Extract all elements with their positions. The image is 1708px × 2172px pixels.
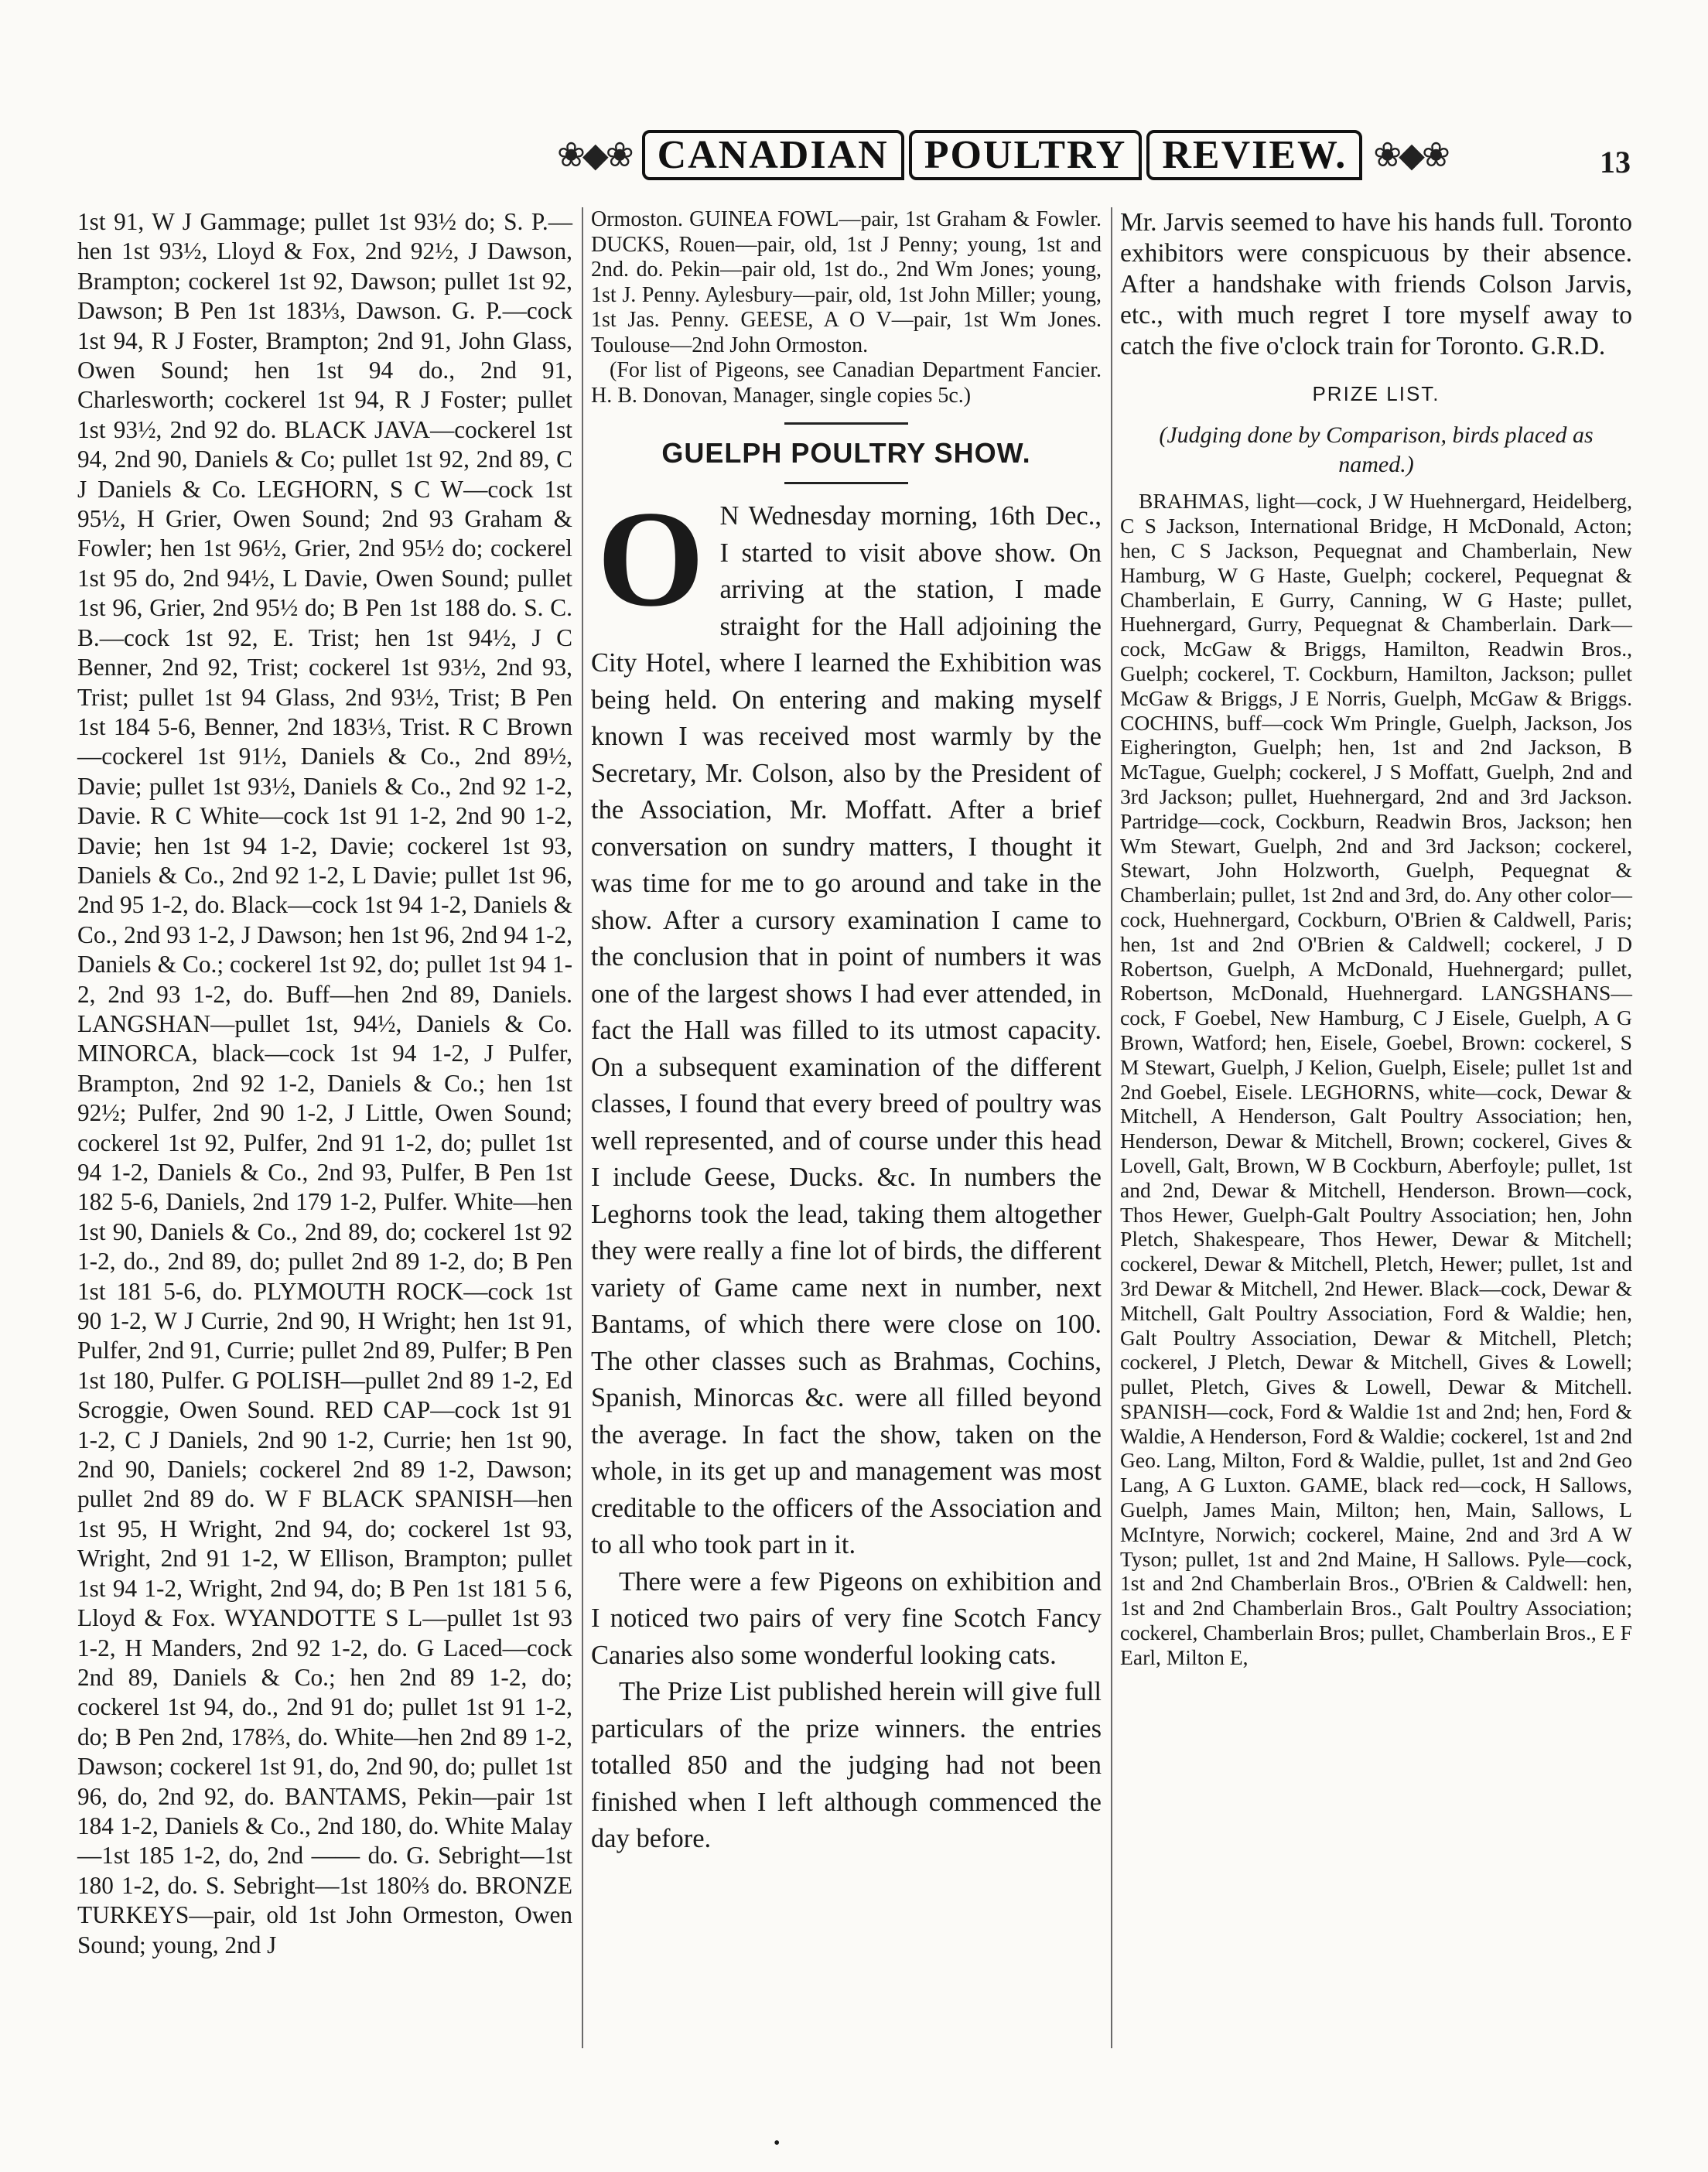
article-body <box>591 482 1102 1858</box>
left-ornament-icon: ❀◆❀ <box>557 135 631 174</box>
article-heading: GUELPH POULTRY SHOW. <box>661 437 1031 469</box>
prize-list-title: PRIZE LIST. <box>1312 382 1440 405</box>
column-divider-1 <box>582 207 583 2048</box>
article-conclusion: Mr. Jarvis seemed to have his hands full. Toronto exhibitors were conspicuous by their absence. After a handshake with friends Colson Jarvis, etc., with much regret I tore myself away to catch the five o'clock train for Toronto. G.R.D. <box>1120 208 1632 360</box>
masthead-banner <box>557 130 1447 180</box>
article-paragraph-3: The Prize List published herein will give full particulars of the prize winners. the entries totalled 850 and the judging had not been finished when I left although commenced the day before. <box>591 1677 1102 1854</box>
right-ornament-icon: ❀◆❀ <box>1373 135 1447 174</box>
footer-mark: • <box>774 2133 781 2153</box>
prize-list-continued: 1st 91, W J Gammage; pullet 1st 93½ do; S. P.—hen 1st 93½, Lloyd & Fox, 2nd 92½, J Dawson, Brampton; cockerel 1st 92, Dawson; pullet 1st 92, Dawson; B Pen 1st 183⅓, Dawson. G. P.—cock 1st 94, R J Foster, Brampton; 2nd 91, John Glass, Owen Sound; hen 1st 94 do., 2nd 91, Charlesworth; cockerel 1st 94, R J Foster; pullet 1st 93½, 2nd 92 do. BLACK JAVA—cockerel 1st 94, 2nd 90, Daniels & Co; pullet 1st 92, 2nd 89, C J Daniels & Co. LEGHORN, S C W—cock 1st 95½, H Grier, Owen Sound; 2nd 93 Graham & Fowler; hen 1st 96½, Grier, 2nd 95½ do; cockerel 1st 95 do, 2nd 94½, L Davie, Owen Sound; pullet 1st 96, Grier, 2nd 95½ do; B Pen 1st 188 do. S. C. B.—cock 1st 92, E. Trist; hen 1st 94½, J C Benner, 2nd 92, Trist; cockerel 1st 93½, 2nd 93, Trist; pullet 1st 94 Glass, 2nd 93½, Trist; B Pen 1st 184 5-6, Benner, 2nd 183⅓, Trist. R C Brown—cockerel 1st 91½, Daniels & Co., 2nd 89½, Davie; pullet 1st 93½, Daniels & Co., 2nd 92 1-2, Davie. R C White—cock 1st 91 1-2, 2nd 90 1-2, Davie; hen 1st 94 1-2, Davie; cockerel 1st 93, Daniels & Co., 2nd 92 1-2, L Davie; pullet 1st 96, 2nd 95 1-2, do. Black—cock 1st 94 1-2, Daniels & Co., 2nd 93 1-2, J Dawson; hen 1st 96, 2nd 94 1-2, Daniels & Co.; cockerel 1st 92, do; pullet 1st 94 1-2, 2nd 93 1-2, do. Buff—hen 2nd 89, Daniels. LANGSHAN—pullet 1st, 94½, Daniels & Co. MINORCA, black—cock 1st 94 1-2, J Pulfer, Brampton, 2nd 92 1-2, Daniels & Co.; hen 1st 92½; Pulfer, 2nd 90 1-2, J Little, Owen Sound; cockerel 1st 92, Pulfer, 2nd 91 1-2, do; pullet 1st 94 1-2, Daniels & Co., 2nd 93, Pulfer, B Pen 1st 182 5-6, Daniels, 2nd 179 1-2, Pulfer. White—hen 1st 90, Daniels & Co., 2nd 89, do; cockerel 1st 92 1-2, do., 2nd 89, do; pullet 2nd 89 1-2, do; B Pen 1st 181 5-6, do. PLYMOUTH ROCK—cock 1st 90 1-2, W J Currie, 2nd 90, H Wright; hen 1st 91, Pulfer, 2nd 91, Currie; pullet 2nd 89, Pulfer; B Pen 1st 180, Pulfer. G POLISH—pullet 2nd 89 1-2, Ed Scroggie, Owen Sound. RED CAP—cock 1st 91 1-2, C J Daniels, 2nd 90 1-2, Currie; hen 1st 90, 2nd 90, Daniels; cockerel 2nd 89 1-2, Dawson; pullet 2nd 89 do. W F BLACK SPANISH—hen 1st 95, H Wright, 2nd 94, do; cockerel 1st 93, Wright, 2nd 91 1-2, W Ellison, Brampton; pullet 1st 94 1-2, Wright, 2nd 94, do; B Pen 1st 181 5 6, Lloyd & Fox. WYANDOTTE S L—pullet 1st 93 1-2, H Manders, 2nd 92 1-2, do. G Laced—cock 2nd 89, Daniels & Co.; hen 2nd 89 1-2, do; cockerel 1st 94, do., 2nd 91 do; pullet 1st 91 1-2, do; B Pen 2nd, 178⅔, do. White—hen 2nd 89 1-2, Dawson; cockerel 1st 91, do, 2nd 90, do; pullet 1st 96, do, 2nd 92, do. BANTAMS, Pekin—pair 1st 184 1-2, Daniels & Co., 2nd 180, do. White Malay—1st 185 1-2, do, 2nd —— do. G. Sebright—1st 180 1-2, do. S. Sebright—1st 180⅔ do. BRONZE TURKEYS—pair, old 1st John Ormeston, Owen Sound; young, 2nd J <box>77 208 572 1959</box>
article-paragraph-2: There were a few Pigeons on exhibition and I noticed two pairs of very fine Scotch Fancy Canaries also some wonderful looking cats. <box>591 1566 1102 1670</box>
column-1 <box>77 207 572 1960</box>
prize-list-body: BRAHMAS, light—cock, J W Huehnergard, Heidelberg, C S Jackson, International Bridge, H McDonald, Acton; hen, C S Jackson, Pequegnat and Chamberlain, New Hamburg, W G Haste, Guelph; cockerel, Pequegnat & Chamberlain, E Gurry, Canning, W G Haste; pullet, Huehnergard, Gurry, Pequegnat & Chamberlain. Dark—cock, McGaw & Briggs, Hamilton, Readwin Bros., Guelph; cockerel, T. Cockburn, Hamilton, Jackson; pullet McGaw & Briggs, J E Norris, Guelph, McGaw & Briggs. COCHINS, buff—cock Wm Pringle, Guelph, Jackson, Jos Eigherington, Guelph; hen, 1st and 2nd Jackson, B McTague, Guelph; cockerel, J S Moffatt, Guelph, 2nd and 3rd Jackson; pullet, Huehnergard, 2nd and 3rd Jackson. Partridge—cock, Cockburn, Readwin Bros, Jackson; hen Wm Stewart, Guelph, 2nd and 3rd Jackson; cockerel, Stewart, John Holzworth, Guelph, Pequegnat & Chamberlain; pullet, 1st 2nd and 3rd, do. Any other color—cock, Huehnergard, Cockburn, O'Brien & Caldwell, Paris; hen, 1st and 2nd O'Brien & Caldwell; cockerel, J D Robertson, Guelph, A McDonald, Huehnergard; pullet, Robertson, McDonald, Huehnergard. LANGSHANS—cock, F Goebel, New Hamburg, C J Eisele, Guelph, A G Brown, Watford; hen, Eisele, Goebel, Brown: cockerel, S M Stewart, Guelph, J Kelion, Guelph, Eisele; pullet 1st and 2nd Goebel, Eisele. LEGHORNS, white—cock, Dewar & Mitchell, A Henderson, Galt Poultry Association; hen, Henderson, Dewar & Mitchell, Brown; cockerel, Gives & Lovell, Galt, Brown, W B Cockburn, Aberfoyle; pullet, 1st and 2nd, Dewar & Mitchell, Henderson. Brown—cock, Thos Hewer, Guelph-Galt Poultry Association; hen, John Pletch, Shakespeare, Thos Hewer, Dewar & Mitchell; cockerel, Dewar & Mitchell, Pletch, Hewer; pullet, 1st and 3rd Dewar & Mitchell, 2nd Hewer. Black—cock, Dewar & Mitchell, Galt Poultry Association, Ford & Waldie; hen, Galt Poultry Association, Dewar & Mitchell, Pletch; cockerel, J Pletch, Dewar & Mitchell, Gives & Lowell; pullet, Pletch, Gives & Lowell, Dewar & Mitchell. SPANISH—cock, Ford & Waldie 1st and 2nd; hen, Ford & Waldie, A Henderson, Ford & Waldie; cockerel, 1st and 2nd Geo. Lang, Milton, Ford & Waldie, pullet, 1st and 2nd Geo Lang, A G Luxton. GAME, black red—cock, H Sallows, Guelph, James Main, Milton; hen, Main, Sallows, L McIntyre, Norwich; cockerel, Maine, 2nd and 3rd A W Tyson; pullet, 1st and 2nd Maine, H Sallows. Pyle—cock, 1st and 2nd Chamberlain Bros., O'Brien & Caldwell: hen, 1st and 2nd Chamberlain Bros., Galt Poultry Association; cockerel, Chamberlain Bros; pullet, Chamberlain Bros., E F Earl, Milton E, <box>1120 489 1632 1669</box>
section-rule-bottom <box>784 482 908 484</box>
article-paragraph-1: N Wednesday morning, 16th Dec., I started to visit above show. On arriving at the station, I made straight for the Hall adjoining the City Hotel, where I learned the Exhibition was being held. On entering and making myself known I was received most warmly by the Secretary, Mr. Colson, also by the President of the Association, Mr. Moffatt. After a brief conversation on sundry matters, I thought it was time for me to go around and take in the show. After a cursory examination I came to the conclusion that in point of numbers it was one of the largest shows I had ever attended, in fact the Hall was filled to its utmost capacity. On a subsequent examination of the different classes, I found that every breed of poultry was well represented, and of course under this head I include Geese, Ducks. &c. In numbers the Leghorns took the lead, taking them altogether they were really a fine lot of birds, the different variety of Game came next in number, next Bantams, of which there were close on 100. The other classes such as Brahmas, Cochins, Spanish, Minorcas &c. were all filled beyond the average. In fact the show, taken on the whole, in its get up and management was most creditable to the officers of the Association and to all who took part in it. <box>591 501 1102 1560</box>
column-divider-2 <box>1111 207 1112 2048</box>
judging-note: (Judging done by Comparison, birds placed as named.) <box>1159 422 1594 478</box>
title-word-2: POULTRY <box>909 130 1143 180</box>
column-3 <box>1120 207 1632 1670</box>
title-word-1: CANADIAN <box>642 130 904 180</box>
section-rule-top <box>784 422 908 425</box>
column-2 <box>591 207 1102 1858</box>
title-word-3: REVIEW. <box>1146 130 1362 180</box>
drop-cap: O <box>597 482 705 636</box>
publication-title <box>642 130 1363 180</box>
prize-list-end: Ormoston. GUINEA FOWL—pair, 1st Graham & Fowler. DUCKS, Rouen—pair, old, 1st J Penny; young, 1st and 2nd. do. Pekin—pair old, 1st do., 2nd Wm Jones; young, 1st J. Penny. Aylesbury—pair, old, 1st John Miller; young, 1st Jas. Penny. GEESE, A O V—pair, 1st Wm Jones. Toulouse—2nd John Ormoston. <box>591 207 1102 357</box>
page-number: 13 <box>1600 145 1631 179</box>
pigeon-note: (For list of Pigeons, see Canadian Department Fancier. H. B. Donovan, Manager, single copies 5c.) <box>591 358 1102 408</box>
masthead <box>0 116 1708 209</box>
